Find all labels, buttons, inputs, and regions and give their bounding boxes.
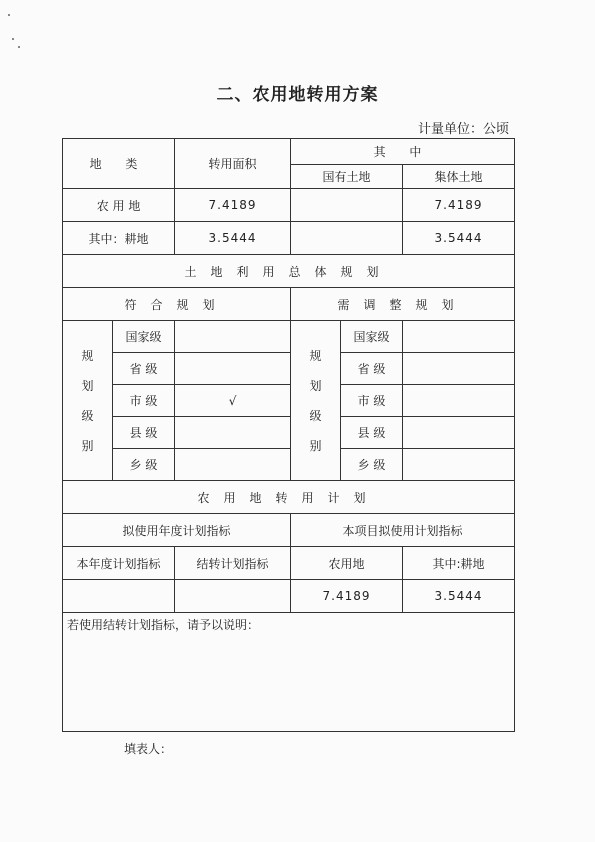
this-year-quota-header: 本年度计划指标: [63, 547, 175, 580]
level-city: 市 级: [113, 385, 175, 417]
header-area: 转用面积: [175, 139, 291, 189]
header-collective-land: 集体土地: [403, 165, 515, 189]
annual-quota-heading: 拟使用年度计划指标: [63, 514, 291, 547]
conform-mark: [175, 353, 291, 385]
level-province: 省 级: [341, 353, 403, 385]
filler-label: 填表人：: [124, 742, 173, 756]
level-vertical-label: 规 划 级 别: [291, 321, 341, 481]
level-national: 国家级: [113, 321, 175, 353]
section-overall-plan: 土地利用总体规划: [63, 255, 515, 288]
table-row: [63, 222, 515, 255]
farmland-value: 7.4189: [291, 580, 403, 613]
table-row: [63, 189, 515, 222]
row-collective: 3.5444: [403, 222, 515, 255]
arable-value: 3.5444: [403, 580, 515, 613]
carry-over-explanation-box: [63, 613, 515, 732]
level-county: 县 级: [341, 417, 403, 449]
level-vertical-label: 规 划 级 别: [63, 321, 113, 481]
conform-plan-heading: 符合规划: [63, 288, 291, 321]
carry-over-quota-value: [175, 580, 291, 613]
carry-over-note-label: 若使用结转计划指标，请予以说明：: [67, 618, 260, 632]
measurement-unit: 计量单位：公顷: [417, 122, 509, 137]
scan-speck: [18, 46, 20, 48]
row-label: 农 用 地: [63, 189, 175, 222]
row-area: 7.4189: [175, 189, 291, 222]
scan-speck: [12, 38, 14, 40]
level-township: 乡 级: [113, 449, 175, 481]
scan-speck: [8, 14, 10, 16]
row-state: [291, 222, 403, 255]
this-year-quota-value: [63, 580, 175, 613]
level-city: 市 级: [341, 385, 403, 417]
section-conversion-quota: 农用地转用计划: [63, 481, 515, 514]
adjust-mark: [403, 353, 515, 385]
conform-mark: [175, 417, 291, 449]
adjust-mark: [403, 385, 515, 417]
level-county: 县 级: [113, 417, 175, 449]
level-national: 国家级: [341, 321, 403, 353]
header-state-land: 国有土地: [291, 165, 403, 189]
conversion-plan-table: [62, 138, 515, 732]
adjust-plan-heading: 需调整规划: [291, 288, 515, 321]
carry-over-quota-header: 结转计划指标: [175, 547, 291, 580]
level-township: 乡 级: [341, 449, 403, 481]
header-land-type: 地 类: [63, 139, 175, 189]
row-collective: 7.4189: [403, 189, 515, 222]
row-label: 其中：耕地: [63, 222, 175, 255]
project-quota-heading: 本项目拟使用计划指标: [291, 514, 515, 547]
adjust-mark: [403, 449, 515, 481]
page-title: 二、农用地转用方案: [216, 85, 379, 105]
adjust-mark: [403, 417, 515, 449]
conform-mark: [175, 449, 291, 481]
conform-mark: √: [175, 385, 291, 417]
adjust-mark: [403, 321, 515, 353]
row-area: 3.5444: [175, 222, 291, 255]
arable-header: 其中:耕地: [403, 547, 515, 580]
row-state: [291, 189, 403, 222]
conform-mark: [175, 321, 291, 353]
level-province: 省 级: [113, 353, 175, 385]
header-of-which: 其 中: [291, 139, 515, 165]
farmland-header: 农用地: [291, 547, 403, 580]
